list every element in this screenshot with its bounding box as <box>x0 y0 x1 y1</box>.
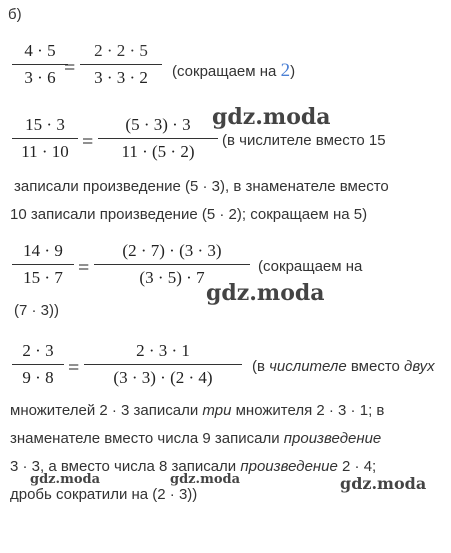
ex4-line1-part-b: вместо <box>346 358 405 375</box>
ex3-right-denominator: (3 · 5) · 7 <box>139 268 205 287</box>
fraction-bar <box>94 264 250 265</box>
ex4-note-line5: дробь сократили на (2 · 3)) <box>10 486 198 503</box>
ex2-note-line2: записали произведение (5 · 3), в знаменателе вместо <box>14 178 389 195</box>
fraction-bar <box>80 64 162 65</box>
ex1-fraction-right <box>80 40 162 89</box>
ex2-note-line3: 10 записали произведение (5 · 2); сокращаем на 5) <box>10 206 368 223</box>
ex1-note <box>172 60 295 82</box>
ex4-note-line3 <box>10 430 381 447</box>
ex4-line1-italic-numerator: числителе <box>269 358 347 375</box>
fraction-bar <box>12 264 74 265</box>
ex1-note-close: ) <box>290 63 296 80</box>
ex1-fraction-left <box>12 40 68 89</box>
ex3-fraction-left <box>12 240 74 289</box>
ex4-line4-italic: произведение <box>240 458 338 475</box>
ex1-left-denominator: 3 · 6 <box>24 68 56 87</box>
ex4-line2-part-a: множителей 2 · 3 записали <box>10 402 203 419</box>
ex4-note-line1 <box>252 358 435 375</box>
ex4-fraction-right <box>84 340 242 389</box>
ex2-left-numerator: 15 · 3 <box>25 115 65 134</box>
ex4-left-denominator: 9 · 8 <box>22 368 54 387</box>
watermark: gdz.moda <box>170 472 241 487</box>
ex2-right-denominator: 11 · (5 · 2) <box>121 142 195 161</box>
ex4-line4-part-a: 3 · 3, а вместо числа 8 записали <box>10 458 241 475</box>
ex3-right-numerator: (2 · 7) · (3 · 3) <box>122 241 222 260</box>
ex2-left-denominator: 11 · 10 <box>21 142 69 161</box>
ex4-right-numerator: 2 · 3 · 1 <box>136 341 190 360</box>
ex1-left-numerator: 4 · 5 <box>24 41 56 60</box>
ex2-note-line1: (в числителе вместо 15 <box>222 132 386 149</box>
ex4-line3-part-a: знаменателе вместо числа 9 записали <box>10 430 284 447</box>
ex4-line3-italic: произведение <box>283 430 382 447</box>
ex4-right-denominator: (3 · 3) · (2 · 4) <box>113 368 213 387</box>
fraction-bar <box>98 138 218 139</box>
equals-sign: = <box>68 357 80 379</box>
ex4-line2-italic: три <box>202 402 232 419</box>
fraction-bar <box>12 64 68 65</box>
ex1-right-numerator: 2 · 2 · 5 <box>94 41 148 60</box>
ex2-fraction-left <box>12 114 78 163</box>
ex4-line1-italic-two: двух <box>404 358 435 375</box>
watermark: gdz.moda <box>212 104 331 130</box>
ex4-fraction-left <box>12 340 64 389</box>
fraction-bar <box>12 364 64 365</box>
ex1-right-denominator: 3 · 3 · 2 <box>94 68 148 87</box>
watermark: gdz.moda <box>340 474 427 493</box>
ex4-line2-part-b: множителя 2 · 3 · 1; в <box>231 402 385 419</box>
ex1-note-text: (сокращаем на <box>172 63 277 80</box>
ex3-left-numerator: 14 · 9 <box>23 241 63 260</box>
equals-sign: = <box>78 257 90 279</box>
ex3-note-line2: (7 · 3)) <box>14 302 59 319</box>
ex3-left-denominator: 15 · 7 <box>23 268 63 287</box>
ex2-right-numerator: (5 · 3) · 3 <box>125 115 191 134</box>
watermark: gdz.moda <box>206 280 325 306</box>
ex1-note-number: 2 <box>280 60 291 81</box>
ex4-left-numerator: 2 · 3 <box>22 341 54 360</box>
part-label: б) <box>8 6 22 23</box>
fraction-bar <box>84 364 242 365</box>
watermark: gdz.moda <box>30 472 101 487</box>
fraction-bar <box>12 138 78 139</box>
ex4-line1-part-a: (в <box>252 358 270 375</box>
ex4-line4-part-b: 2 · 4; <box>337 458 377 475</box>
equals-sign: = <box>64 57 76 79</box>
ex3-note-line1: (сокращаем на <box>258 258 363 275</box>
equals-sign: = <box>82 131 94 153</box>
ex4-note-line2 <box>10 402 384 419</box>
ex2-fraction-right <box>98 114 218 163</box>
